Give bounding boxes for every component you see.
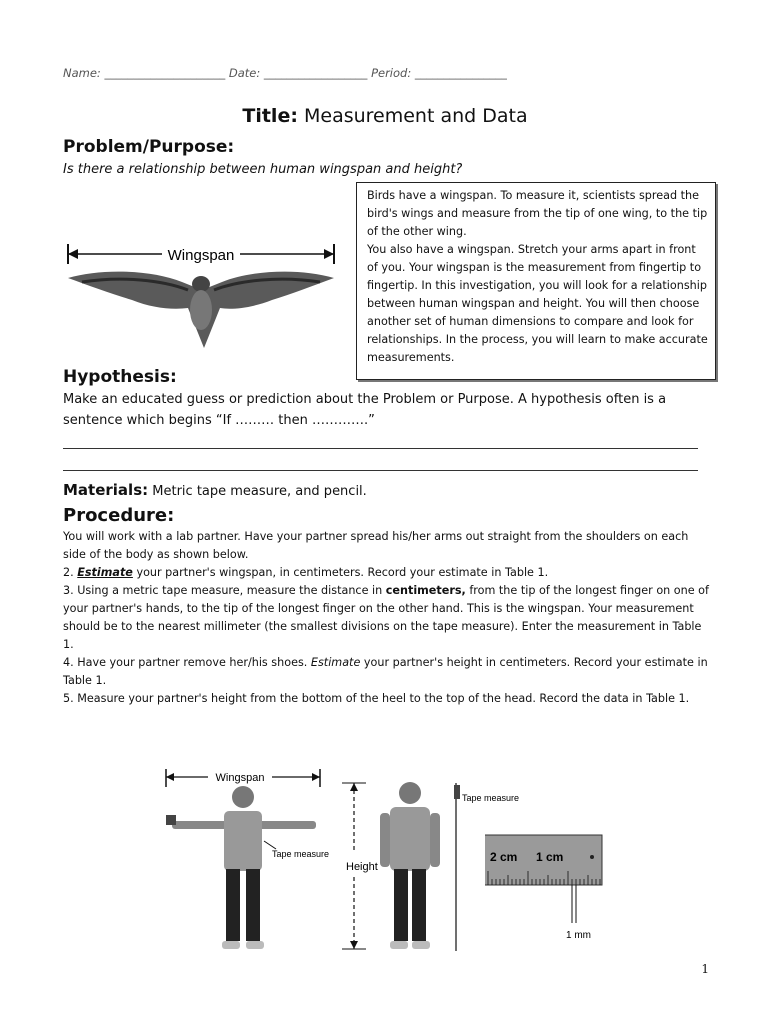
- procedure-step-3: [63, 582, 713, 654]
- period-blank: ________________: [414, 66, 507, 80]
- problem-heading: Problem/Purpose:: [63, 137, 235, 157]
- tape-measure-label-2: Tape measure: [462, 793, 520, 803]
- title-label: Title:: [242, 105, 298, 127]
- hypothesis-instructions: Make an educated guess or prediction about the Problem or Purpose. A hypothesis often is a sentence which begins “If ……… then ………….”: [63, 392, 667, 428]
- procedure-step-1: You will work with a lab partner. Have your partner spread his/her arms out straight from the shoulders on each side of the body as shown below.: [63, 530, 689, 561]
- hypothesis-heading: Hypothesis:: [63, 367, 177, 387]
- date-blank: __________________: [263, 66, 368, 80]
- name-blank: _____________________: [104, 66, 226, 80]
- page-number: 1: [701, 962, 709, 976]
- materials-text: Metric tape measure, and pencil.: [152, 484, 367, 499]
- mm-label: 1 mm: [566, 930, 591, 941]
- procedure-step-2: [63, 564, 713, 582]
- info-paragraph-birds: Birds have a wingspan. To measure it, scientists spread the bird's wings and measure from the tip of one wing, to the tip of the other wing.: [367, 189, 708, 238]
- hypothesis-answer-line-1[interactable]: [63, 448, 698, 449]
- height-label: Height: [346, 861, 378, 873]
- tick-label-2cm: 2 cm: [490, 850, 518, 864]
- name-label: Name:: [63, 66, 101, 80]
- info-box: [356, 182, 716, 380]
- step-3-text-a: 3. Using a metric tape measure, measure the distance in: [63, 584, 383, 597]
- info-paragraph-humans: You also have a wingspan. Stretch your arms apart in front of you. Your wingspan is the measurement from fingertip to fingertip. In this investigation, you will look for a relationship between human wingspan and height. You will then choose another set of human dimensions to compare and look for relationships. In the process, you will learn to make accurate measurements.: [367, 243, 708, 364]
- step-2-number: 2.: [63, 566, 74, 579]
- person-standing: [380, 782, 440, 949]
- step-3-text-b: from the tip of the longest finger on one of your partner's hands, to the tip of the longest finger on the other hand. This is the wingspan. Your measurement should be to the nearest millimeter (the smallest divisions on the tape measure). Enter the measurement in Table 1.: [63, 584, 709, 651]
- person-arms-out: [166, 786, 316, 949]
- wingspan-label: Wingspan: [167, 247, 235, 264]
- bird-wingspan-figure: [62, 238, 340, 358]
- tick-label-1cm: 1 cm: [536, 850, 564, 864]
- measurement-figure: [160, 765, 620, 965]
- materials-section: [63, 481, 367, 499]
- materials-heading: Materials:: [63, 481, 149, 499]
- procedure-steps: [63, 528, 713, 708]
- step-3-bold: centimeters,: [385, 584, 466, 597]
- procedure-heading: Procedure:: [63, 505, 175, 526]
- step-2-text: your partner's wingspan, in centimeters. Record your estimate in Table 1.: [136, 566, 549, 579]
- hypothesis-answer-line-2[interactable]: [63, 470, 698, 471]
- period-label: Period:: [371, 66, 412, 80]
- step-4-text-a: 4. Have your partner remove her/his shoes.: [63, 656, 308, 669]
- procedure-step-5: 5. Measure your partner's height from the bottom of the heel to the top of the head. Record the data in Table 1.: [63, 692, 690, 705]
- header-fields: [63, 66, 507, 80]
- step-4-text-b: your partner's height in centimeters. Record your estimate in Table 1.: [63, 656, 708, 687]
- tape-measure-label-1: Tape measure: [272, 849, 330, 859]
- date-label: Date:: [228, 66, 261, 80]
- figure-wingspan-label: Wingspan: [215, 772, 265, 784]
- tape-closeup: [485, 835, 602, 923]
- title-text: Measurement and Data: [303, 105, 528, 127]
- problem-question: Is there a relationship between human wingspan and height?: [63, 162, 463, 177]
- page-title: [0, 105, 770, 127]
- procedure-step-4: [63, 654, 713, 690]
- step-2-emphasis: Estimate: [77, 566, 133, 579]
- step-4-emphasis: Estimate: [310, 656, 361, 669]
